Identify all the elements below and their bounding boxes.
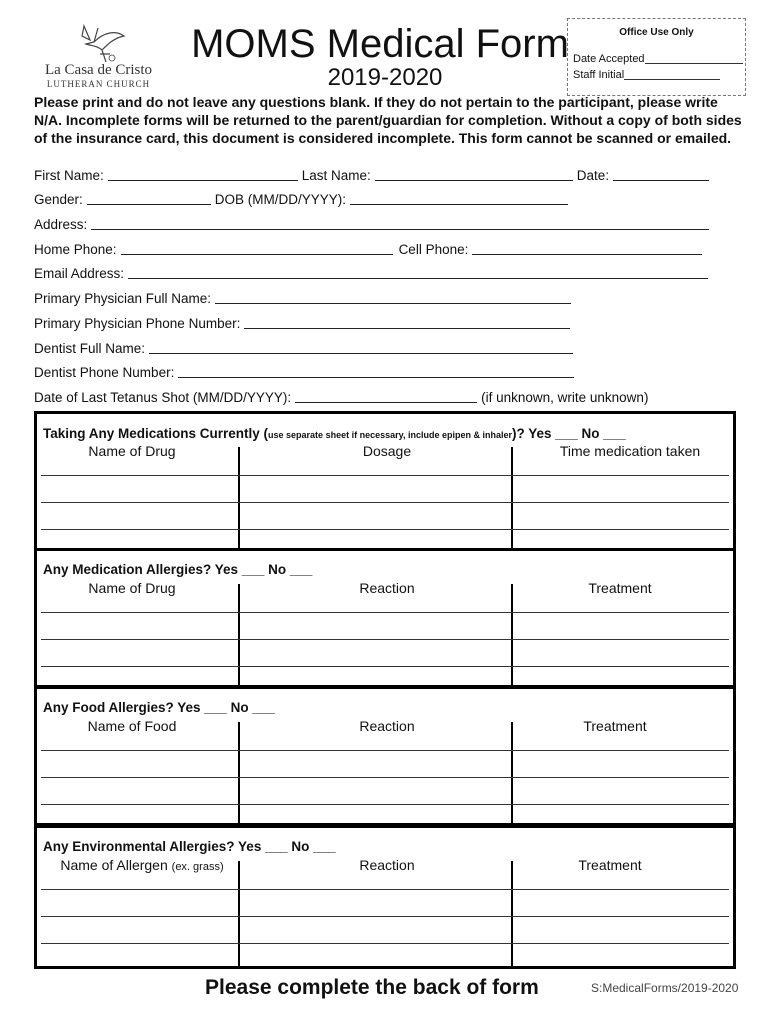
- date-label: Date:: [576, 168, 610, 183]
- entry-line[interactable]: [41, 639, 729, 640]
- entry-line[interactable]: [41, 502, 729, 503]
- col-allergen-label: Name of Allergen: [60, 857, 168, 873]
- physician-name-row: [34, 288, 575, 306]
- entry-line[interactable]: [41, 943, 729, 944]
- email-row: [34, 263, 712, 281]
- col-reaction: Reaction: [359, 718, 415, 734]
- column-divider: [238, 722, 240, 823]
- column-divider: [511, 722, 513, 823]
- column-divider: [238, 584, 240, 685]
- dentist-name-label: Dentist Full Name:: [34, 341, 146, 356]
- col-dosage: Dosage: [362, 443, 412, 459]
- office-use-heading: Office Use Only: [619, 27, 694, 38]
- col-food-name: Name of Food: [87, 718, 177, 734]
- col-reaction: Reaction: [359, 580, 415, 596]
- form-year: 2019-2020: [327, 64, 443, 91]
- staff-initial-field[interactable]: [624, 69, 720, 80]
- tetanus-row: [34, 387, 648, 405]
- col-time-taken: Time medication taken: [559, 443, 701, 459]
- dentist-name-field[interactable]: [149, 340, 573, 354]
- email-label: Email Address:: [34, 266, 125, 281]
- entry-line[interactable]: [41, 529, 729, 530]
- dentist-phone-row: [34, 362, 578, 380]
- logo-name: La Casa de Cristo: [44, 62, 153, 78]
- entry-line[interactable]: [41, 889, 729, 890]
- date-accepted-field[interactable]: [645, 53, 743, 64]
- physician-phone-label: Primary Physician Phone Number:: [34, 316, 241, 331]
- entry-line[interactable]: [41, 916, 729, 917]
- environmental-allergies-question: Any Environmental Allergies? Yes ___ No ___: [43, 839, 336, 854]
- last-name-field[interactable]: [375, 167, 573, 181]
- first-name-label: First Name:: [34, 168, 104, 183]
- gender-field[interactable]: [87, 191, 211, 205]
- tetanus-label: Date of Last Tetanus Shot (MM/DD/YYYY):: [34, 390, 292, 405]
- entry-line[interactable]: [41, 804, 729, 805]
- physician-name-label: Primary Physician Full Name:: [34, 291, 212, 306]
- footer-instruction: Please complete the back of form: [205, 976, 539, 999]
- physician-phone-row: [34, 313, 574, 331]
- home-phone-field[interactable]: [121, 241, 393, 255]
- physician-phone-field[interactable]: [244, 315, 570, 329]
- email-field[interactable]: [128, 265, 708, 279]
- dove-cross-icon: [64, 22, 134, 64]
- form-title: MOMS Medical Form: [191, 22, 569, 66]
- entry-line[interactable]: [41, 612, 729, 613]
- col-drug-name: Name of Drug: [88, 580, 176, 596]
- col-drug-name: Name of Drug: [88, 443, 176, 459]
- food-allergies-question: Any Food Allergies? Yes ___ No ___: [43, 700, 275, 715]
- gender-dob-row: [34, 189, 572, 207]
- col-treatment: Treatment: [588, 580, 652, 596]
- entry-line[interactable]: [41, 750, 729, 751]
- date-field[interactable]: [613, 167, 709, 181]
- last-name-label: Last Name:: [301, 168, 371, 183]
- address-field[interactable]: [91, 216, 709, 230]
- column-divider: [238, 861, 240, 966]
- medications-question-note: use separate sheet if necessary, include epipen & inhaler: [268, 430, 512, 440]
- date-accepted-row[interactable]: [573, 53, 743, 65]
- staff-initial-label: Staff Initial: [573, 69, 625, 81]
- tetanus-note: (if unknown, write unknown): [481, 390, 649, 405]
- staff-initial-row[interactable]: [573, 69, 720, 81]
- entry-line[interactable]: [41, 777, 729, 778]
- col-allergen-example: (ex. grass): [171, 861, 224, 873]
- column-divider: [511, 861, 513, 966]
- medications-question: [43, 426, 626, 441]
- col-reaction: Reaction: [359, 857, 415, 873]
- gender-label: Gender:: [34, 192, 83, 207]
- phone-row: [34, 239, 706, 257]
- cell-phone-field[interactable]: [472, 241, 702, 255]
- home-phone-label: Home Phone:: [34, 242, 117, 257]
- entry-line[interactable]: [41, 666, 729, 667]
- dentist-name-row: [34, 338, 577, 356]
- dob-field[interactable]: [350, 191, 568, 205]
- medications-question-text: Taking Any Medications Currently (: [43, 426, 269, 441]
- col-treatment: Treatment: [583, 718, 647, 734]
- address-label: Address:: [34, 217, 88, 232]
- col-allergen-name: [47, 857, 237, 873]
- church-logo: [36, 22, 161, 92]
- medication-allergies-section: [34, 548, 736, 688]
- dob-label: DOB (MM/DD/YYYY):: [214, 192, 347, 207]
- dentist-phone-field[interactable]: [178, 364, 574, 378]
- food-allergies-section: [34, 686, 736, 826]
- entry-line[interactable]: [41, 475, 729, 476]
- file-path-note: S:MedicalForms/2019-2020: [591, 981, 739, 995]
- name-row: [34, 165, 713, 183]
- cell-phone-label: Cell Phone:: [398, 242, 469, 257]
- date-accepted-label: Date Accepted: [573, 53, 645, 65]
- medications-section: [34, 411, 736, 551]
- physician-name-field[interactable]: [215, 290, 571, 304]
- medication-allergies-question: Any Medication Allergies? Yes ___ No ___: [43, 562, 313, 577]
- medications-question-yesno: )? Yes ___ No ___: [511, 426, 626, 441]
- address-row: [34, 214, 713, 232]
- first-name-field[interactable]: [108, 167, 298, 181]
- column-divider: [238, 447, 240, 548]
- tetanus-field[interactable]: [295, 389, 477, 403]
- column-divider: [511, 447, 513, 548]
- instructions: Please print and do not leave any questions blank. If they do not pertain to the participant, please write N/A. Incomplete forms will be returned to the parent/guardian for completion. Without a copy of both sides of the insurance card, this document is considered incomplete. This form cannot be scanned or emailed.: [34, 94, 742, 146]
- logo-subtitle: LUTHERAN CHURCH: [46, 79, 151, 89]
- column-divider: [511, 584, 513, 685]
- dentist-phone-label: Dentist Phone Number:: [34, 365, 175, 380]
- office-use-box: [567, 18, 746, 96]
- col-treatment: Treatment: [578, 857, 642, 873]
- environmental-allergies-section: [34, 825, 736, 969]
